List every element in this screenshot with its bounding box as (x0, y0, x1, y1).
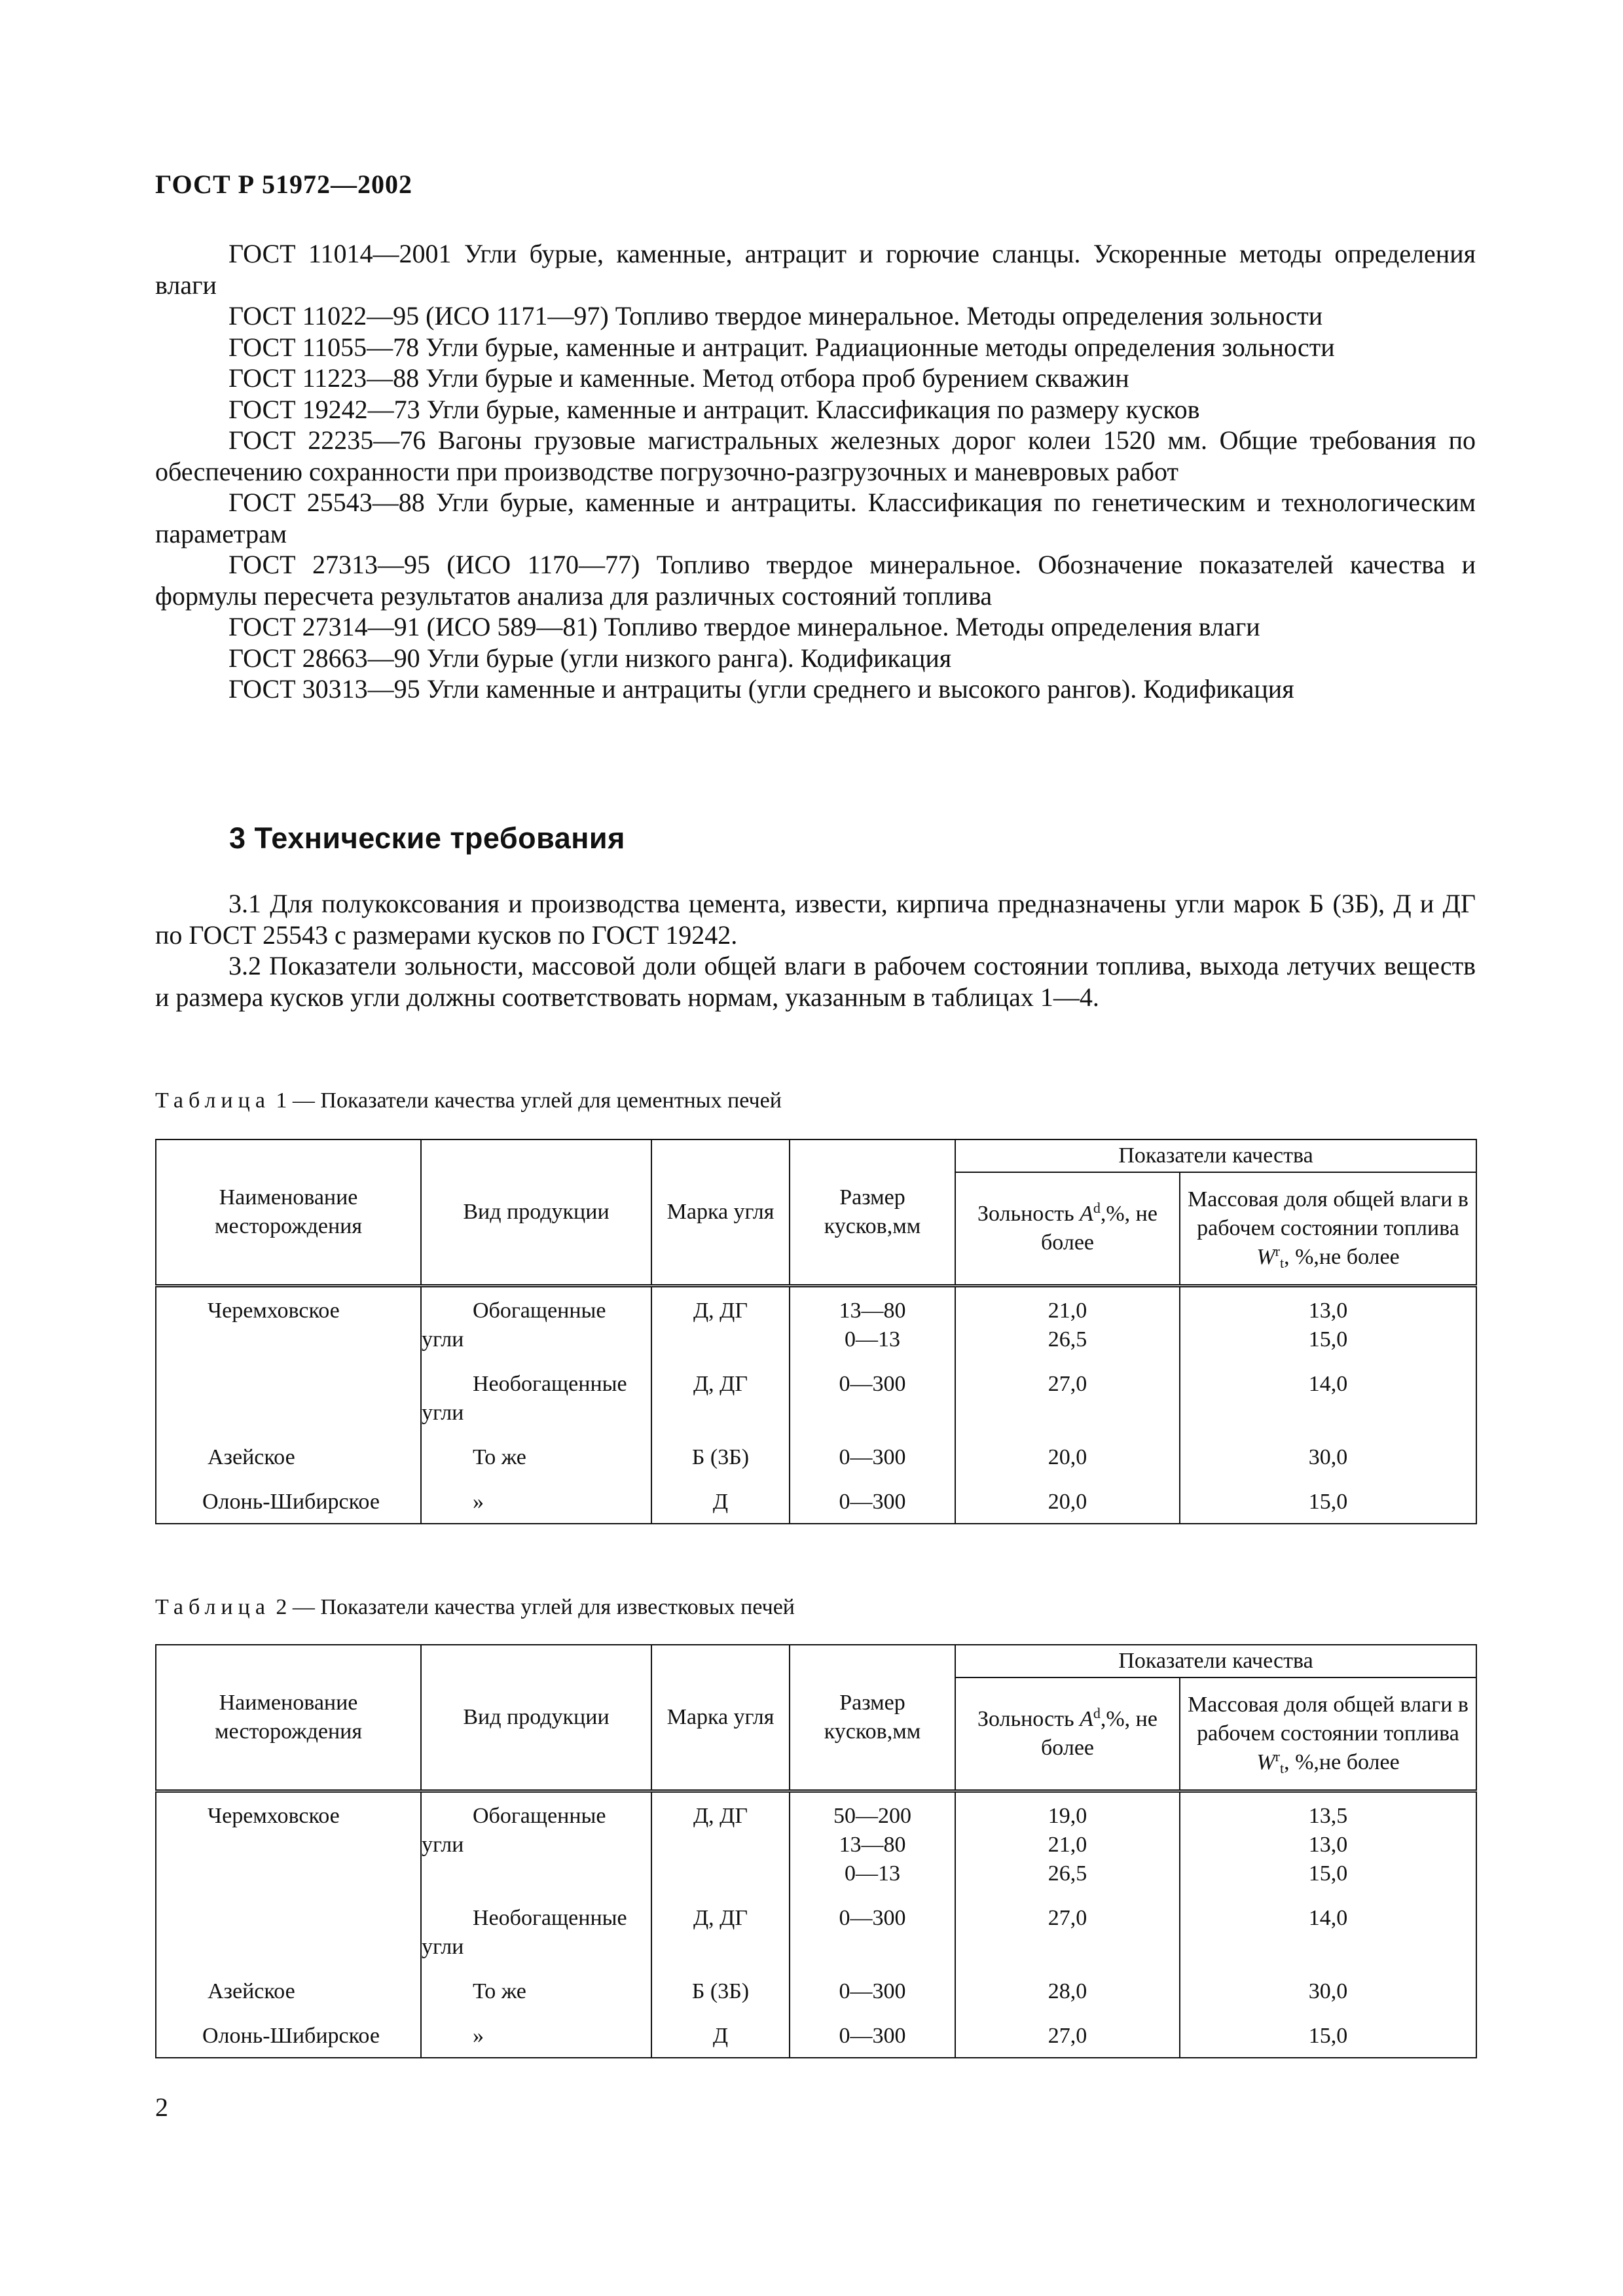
cell-grade: Д, ДГ (651, 1791, 790, 1889)
table-row (156, 1286, 1476, 1355)
cell-size: 50—200 13—80 0—13 (790, 1791, 955, 1889)
cell-grade: Д (651, 1472, 790, 1524)
cell-ash: 19,0 21,0 26,5 (955, 1791, 1180, 1889)
caption-text: 2 — Показатели качества углей для известковых печей (270, 1595, 795, 1619)
table2-caption (155, 1594, 795, 1621)
cell-size: 0—300 (790, 1888, 955, 1962)
header-product: Вид продукции (421, 1139, 651, 1286)
table-row (156, 2006, 1476, 2058)
cell-product: То же (421, 1962, 651, 2006)
section-body (155, 888, 1476, 1013)
cell-product: Обогащенные угли (421, 1286, 651, 1355)
reference-item: ГОСТ 11014—2001 Угли бурые, каменные, антрацит и горючие сланцы. Ускоренные методы определения влаги (155, 239, 1476, 300)
cell-ash: 27,0 (955, 1354, 1180, 1427)
cell-product: Обогащенные угли (421, 1791, 651, 1889)
reference-item: ГОСТ 11223—88 Угли бурые и каменные. Метод отбора проб бурением скважин (228, 363, 1129, 393)
cell-grade: Б (3Б) (651, 1962, 790, 2006)
table-row (156, 1888, 1476, 1962)
cell-size: 0—300 (790, 1354, 955, 1427)
paragraph: 3.1 Для полукоксования и производства цемента, извести, кирпича предназначены угли марок Б (3Б), Д и ДГ по ГОСТ 25543 с размерами кусков по ГОСТ 19242. (155, 889, 1476, 950)
cell-ash: 28,0 (955, 1962, 1180, 2006)
reference-item: ГОСТ 30313—95 Угли каменные и антрациты (угли среднего и высокого рангов). Кодификация (228, 674, 1294, 704)
reference-item: ГОСТ 11055—78 Угли бурые, каменные и антрацит. Радиационные методы определения зольности (228, 332, 1335, 362)
cell-moisture: 30,0 (1180, 1962, 1476, 2006)
cell-moisture: 14,0 (1180, 1888, 1476, 1962)
cell-product: То же (421, 1427, 651, 1472)
table1 (155, 1139, 1477, 1524)
table-row (156, 1354, 1476, 1427)
cell-size: 0—300 (790, 1427, 955, 1472)
header-size: Размер кусков,мм (790, 1645, 955, 1791)
header-product: Вид продукции (421, 1645, 651, 1791)
header-grade: Марка угля (651, 1645, 790, 1791)
header-quality: Показатели качества (955, 1139, 1476, 1172)
cell-deposit: Азейское (156, 1962, 421, 2006)
cell-size: 0—300 (790, 1472, 955, 1524)
cell-moisture: 14,0 (1180, 1354, 1476, 1427)
page-number: 2 (155, 2092, 168, 2122)
header-moisture: Массовая доля общей влаги в рабочем состоянии топлива $W^r_t$, %,не более (1180, 1677, 1476, 1791)
cell-product: » (421, 1472, 651, 1524)
reference-item: ГОСТ 27313—95 (ИСО 1170—77) Топливо твердое минеральное. Обозначение показателей качества и формулы пересчета результатов анализа для различных состояний топлива (155, 550, 1476, 611)
header-ash: Зольность $A^d,\%$, не более (955, 1172, 1180, 1286)
cell-size: 13—80 0—13 (790, 1286, 955, 1355)
table2 (155, 1644, 1477, 2058)
cell-deposit (156, 1888, 421, 1962)
cell-product: Необогащенные угли (421, 1354, 651, 1427)
cell-moisture: 15,0 (1180, 1472, 1476, 1524)
table-row (156, 1962, 1476, 2006)
reference-item: ГОСТ 25543—88 Угли бурые, каменные и антрациты. Классификация по генетическим и технологическим параметрам (155, 488, 1476, 548)
normative-references (155, 238, 1476, 705)
cell-grade: Д, ДГ (651, 1286, 790, 1355)
header-ash: Зольность $A^d,\%$, не более (955, 1677, 1180, 1791)
paragraph: 3.2 Показатели зольности, массовой доли общей влаги в рабочем состоянии топлива, выхода летучих веществ и размера кусков угли должны соответствовать нормам, указанным в таблицах 1—4. (155, 951, 1476, 1012)
cell-grade: Б (3Б) (651, 1427, 790, 1472)
header-quality: Показатели качества (955, 1645, 1476, 1677)
cell-moisture: 13,0 15,0 (1180, 1286, 1476, 1355)
section-title: 3 Технические требования (229, 821, 625, 855)
cell-deposit: Олонь-Шибирское (156, 1472, 421, 1524)
cell-deposit (156, 1354, 421, 1427)
cell-grade: Д, ДГ (651, 1354, 790, 1427)
header-moisture: Массовая доля общей влаги в рабочем состоянии топлива $W^r_t$, %,не более (1180, 1172, 1476, 1286)
cell-grade: Д, ДГ (651, 1888, 790, 1962)
reference-item: ГОСТ 19242—73 Угли бурые, каменные и антрацит. Классификация по размеру кусков (228, 394, 1200, 424)
header-deposit: Наименование месторождения (156, 1139, 421, 1286)
cell-deposit: Олонь-Шибирское (156, 2006, 421, 2058)
cell-moisture: 15,0 (1180, 2006, 1476, 2058)
table-row (156, 1791, 1476, 1889)
reference-item: ГОСТ 11022—95 (ИСО 1171—97) Топливо твердое минеральное. Методы определения зольности (228, 301, 1323, 331)
cell-ash: 27,0 (955, 2006, 1180, 2058)
cell-moisture: 30,0 (1180, 1427, 1476, 1472)
document-header: ГОСТ Р 51972—2002 (155, 170, 413, 199)
cell-deposit: Азейское (156, 1427, 421, 1472)
table-row (156, 1427, 1476, 1472)
cell-ash: 20,0 (955, 1427, 1180, 1472)
cell-deposit: Черемховское (156, 1791, 421, 1889)
reference-item: ГОСТ 27314—91 (ИСО 589—81) Топливо твердое минеральное. Методы определения влаги (228, 612, 1260, 641)
table-row (156, 1472, 1476, 1524)
reference-item: ГОСТ 28663—90 Угли бурые (угли низкого ранга). Кодификация (228, 643, 952, 673)
cell-ash: 20,0 (955, 1472, 1180, 1524)
cell-product: » (421, 2006, 651, 2058)
caption-text: 1 — Показатели качества углей для цементных печей (270, 1088, 782, 1113)
cell-deposit: Черемховское (156, 1286, 421, 1355)
reference-item: ГОСТ 22235—76 Вагоны грузовые магистральных железных дорог колеи 1520 мм. Общие требования по обеспечению сохранности при производстве погрузочно-разгрузочных и маневровых работ (155, 425, 1476, 486)
caption-label: Таблица (155, 1088, 270, 1113)
cell-size: 0—300 (790, 1962, 955, 2006)
cell-moisture: 13,5 13,0 15,0 (1180, 1791, 1476, 1889)
header-deposit: Наименование месторождения (156, 1645, 421, 1791)
cell-ash: 21,0 26,5 (955, 1286, 1180, 1355)
cell-ash: 27,0 (955, 1888, 1180, 1962)
caption-label: Таблица (155, 1595, 270, 1619)
header-size: Размер кусков,мм (790, 1139, 955, 1286)
cell-grade: Д (651, 2006, 790, 2058)
header-grade: Марка угля (651, 1139, 790, 1286)
table1-caption (155, 1088, 782, 1114)
cell-product: Необогащенные угли (421, 1888, 651, 1962)
cell-size: 0—300 (790, 2006, 955, 2058)
